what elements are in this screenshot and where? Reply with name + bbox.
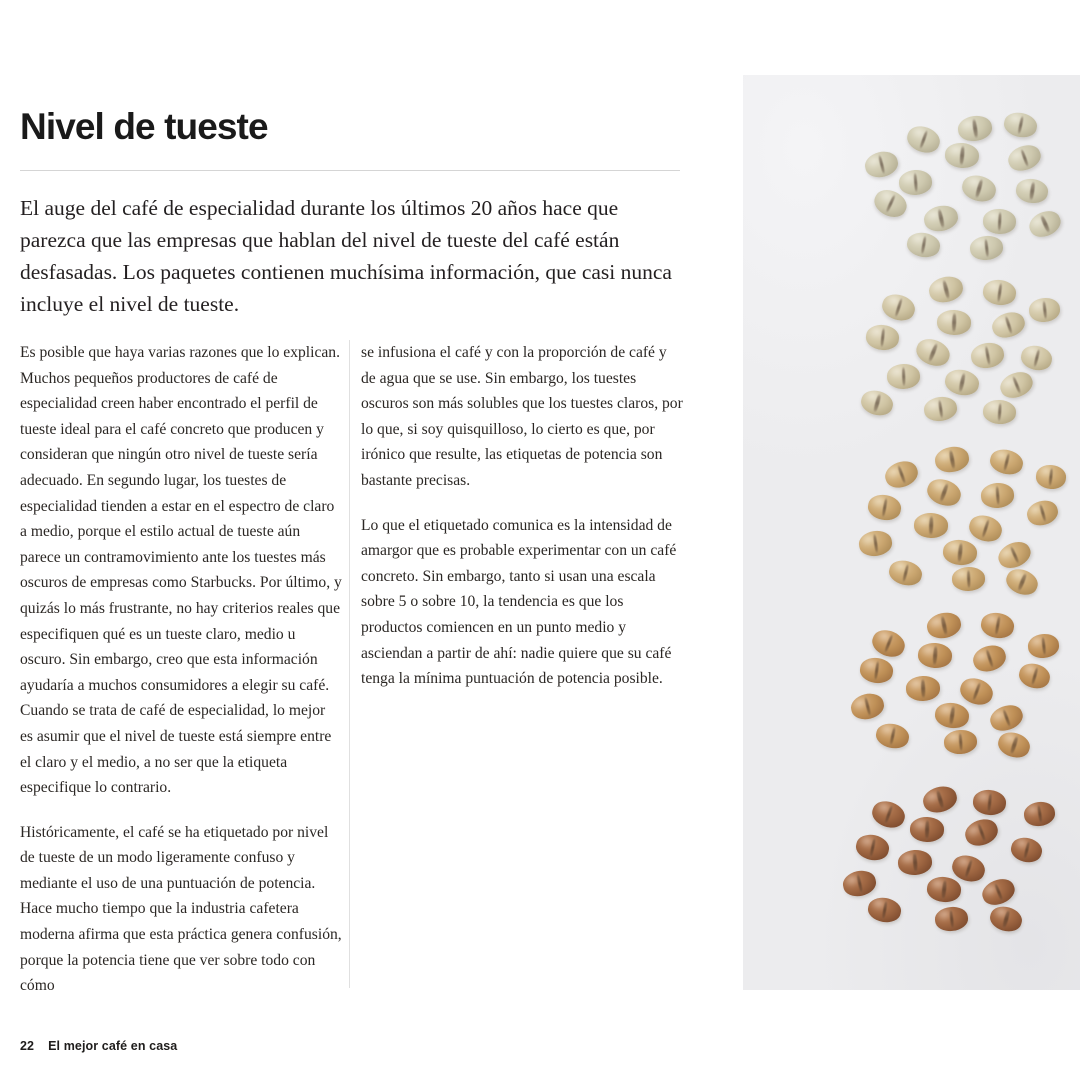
coffee-bean bbox=[1025, 497, 1061, 529]
coffee-bean bbox=[1026, 207, 1065, 242]
coffee-bean bbox=[997, 368, 1037, 403]
body-paragraph: Históricamente, el café se ha etiquetado por nivel de tueste de un modo ligeramente confuso y mediante el uso de una puntuación de potencia. Hace mucho tiempo que la industria cafetera moderna afirma que esta práctica genera confusión, porque la potencia tiene que ver sobre todo con cómo bbox=[20, 823, 342, 995]
coffee-bean bbox=[934, 905, 969, 932]
coffee-bean bbox=[923, 475, 964, 510]
coffee-bean bbox=[942, 538, 978, 566]
coffee-bean bbox=[1022, 800, 1056, 828]
very-light-roast-beans bbox=[853, 277, 1063, 427]
body-column-right bbox=[361, 340, 683, 711]
coffee-bean bbox=[978, 875, 1018, 910]
footer-page-number: 22 bbox=[20, 1039, 35, 1053]
coffee-bean bbox=[943, 367, 981, 399]
coffee-bean bbox=[869, 797, 909, 832]
coffee-bean bbox=[969, 234, 1004, 261]
coffee-bean bbox=[1028, 296, 1061, 323]
coffee-bean bbox=[913, 335, 954, 371]
coffee-bean bbox=[1009, 835, 1045, 866]
coffee-bean bbox=[956, 114, 993, 143]
coffee-bean bbox=[910, 816, 945, 842]
coffee-bean bbox=[1003, 565, 1042, 599]
coffee-bean bbox=[1035, 463, 1067, 490]
green-unroasted-beans bbox=[861, 113, 1071, 263]
light-roast-beans bbox=[851, 447, 1061, 597]
coffee-bean bbox=[926, 273, 965, 305]
coffee-bean bbox=[841, 868, 878, 899]
coffee-bean bbox=[979, 610, 1016, 640]
coffee-bean bbox=[922, 203, 960, 235]
coffee-bean bbox=[859, 387, 896, 419]
lede-paragraph: El auge del café de especialidad durante los últimos 20 años hace que parezca que las empresas que hablan del nivel de tueste del café están desfasadas. Los paquetes contienen muchísima información, que casi nunca incluye el nivel de tueste. bbox=[20, 196, 672, 316]
coffee-bean bbox=[1026, 632, 1059, 659]
coffee-bean bbox=[918, 642, 954, 669]
coffee-bean bbox=[980, 482, 1015, 509]
coffee-bean bbox=[966, 512, 1005, 546]
coffee-bean bbox=[866, 895, 903, 924]
coffee-bean bbox=[898, 169, 933, 196]
coffee-bean bbox=[982, 208, 1016, 235]
coffee-bean bbox=[853, 832, 890, 863]
coffee-bean bbox=[920, 783, 960, 816]
coffee-bean bbox=[858, 529, 894, 558]
coffee-bean bbox=[886, 557, 924, 588]
coffee-bean bbox=[995, 537, 1035, 572]
coffee-bean bbox=[987, 903, 1024, 935]
coffee-bean bbox=[937, 309, 972, 335]
page-title: Nivel de tueste bbox=[20, 106, 268, 147]
column-divider-rule bbox=[349, 340, 350, 988]
coffee-bean bbox=[869, 626, 909, 662]
coffee-bean bbox=[864, 323, 899, 351]
body-paragraph: Lo que el etiquetado comunica es la intensidad de amargor que es probable experimentar con un café concreto. Sin embargo, tanto si usan una escala sobre 5 o sobre 10, la tendencia es que los productos comiencen en un punto medio y asciendan a partir de ahí: nadie quiere que su café tenga la mínima puntuación de potencia posible. bbox=[361, 516, 677, 688]
coffee-bean bbox=[881, 457, 921, 492]
coffee-bean bbox=[970, 642, 1009, 676]
medium-roast-beans bbox=[847, 613, 1057, 763]
coffee-bean bbox=[969, 340, 1006, 370]
coffee-bean bbox=[858, 656, 894, 685]
footer-book-title: El mejor café en casa bbox=[48, 1039, 178, 1053]
body-paragraph: Es posible que haya varias razones que lo explican. Muchos pequeños productores de café de especialidad creen haber encontrado el perfil de tueste ideal para el café concreto que producen y consideran que ningún otro nivel de tueste sería adecuado. En segundo lugar, los tuestes de especialidad tienden a estar en el espectro de claro a medio, porque el estilo actual de tueste aún parece un contramovimiento ante los tuestes más oscuros de empresas como Starbucks. Por último, y quizás lo más frustrante, no hay criterios reales que especifiquen qué es un tueste claro, medio u oscuro. Sin embargo, creo que esta información ayudaría a muchos consumidores a elegir su café. Cuando se trata de café de especialidad, lo mejor es asumir que el nivel de tueste está siempre entre el claro y el medio, a no ser que la etiqueta especifique lo contrario. bbox=[20, 344, 342, 797]
text-column-area bbox=[20, 0, 685, 1080]
coffee-bean bbox=[905, 675, 940, 701]
body-columns bbox=[20, 340, 683, 995]
coffee-bean bbox=[959, 172, 999, 205]
body-paragraph: se infusiona el café y con la proporción de café y de agua que se use. Sin embargo, los tuestes oscuros son más solubles que los tuestes claros, por lo que, si soy quisquilloso, lo cierto es que, por irónico que resulte, las etiquetas de potencia son bastante precisas. bbox=[361, 344, 683, 489]
body-column-left bbox=[20, 340, 342, 1018]
coffee-bean bbox=[874, 721, 911, 751]
coffee-bean bbox=[933, 444, 971, 475]
coffee-bean bbox=[1019, 343, 1055, 374]
coffee-bean bbox=[957, 674, 997, 709]
coffee-bean bbox=[849, 690, 887, 722]
coffee-bean bbox=[982, 278, 1018, 307]
coffee-bean bbox=[879, 291, 918, 325]
coffee-bean bbox=[905, 230, 942, 259]
coffee-bean bbox=[1016, 660, 1052, 692]
coffee-bean bbox=[925, 610, 963, 642]
coffee-bean bbox=[1015, 177, 1050, 205]
coffee-bean bbox=[923, 395, 959, 423]
coffee-bean bbox=[934, 701, 971, 730]
dark-roast-beans bbox=[843, 787, 1053, 937]
coffee-bean bbox=[897, 849, 933, 876]
coffee-bean bbox=[972, 788, 1007, 816]
coffee-bean bbox=[1002, 110, 1039, 140]
coffee-bean bbox=[863, 148, 901, 180]
coffee-bean bbox=[1005, 141, 1044, 175]
title-divider-rule bbox=[20, 170, 680, 171]
coffee-bean bbox=[982, 399, 1017, 425]
roast-level-photo-panel bbox=[743, 75, 1080, 990]
coffee-bean bbox=[926, 875, 962, 903]
coffee-bean bbox=[995, 729, 1033, 762]
coffee-bean bbox=[962, 815, 1002, 850]
coffee-bean bbox=[914, 512, 949, 538]
coffee-bean bbox=[943, 729, 978, 755]
coffee-bean bbox=[987, 701, 1026, 735]
page-footer bbox=[20, 1039, 177, 1053]
coffee-bean bbox=[886, 363, 920, 389]
coffee-bean bbox=[904, 122, 944, 157]
coffee-bean bbox=[987, 446, 1025, 477]
coffee-bean bbox=[866, 492, 903, 522]
coffee-bean bbox=[951, 566, 985, 591]
coffee-bean bbox=[944, 142, 980, 170]
coffee-bean bbox=[989, 308, 1028, 341]
